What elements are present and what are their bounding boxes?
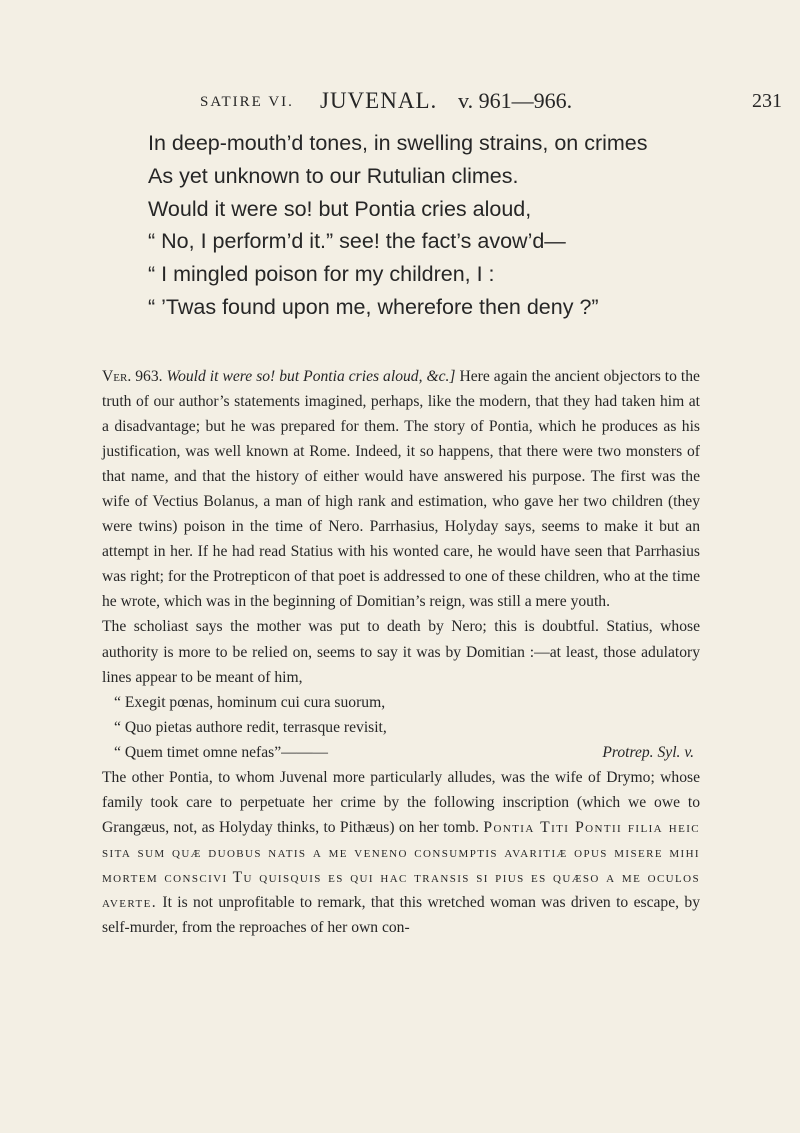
quote-reference: Protrep. Syl. v. [602,743,694,761]
note-number: 963. [135,368,163,385]
tomb-inscription: Tu quisquis es qui hac transis si pius es quæso a me oculos averte. [102,868,701,911]
quote-line: “ Quem timet omne nefas”——— [114,743,328,761]
latin-quotation [102,690,700,765]
verse-line: As yet unknown to our Rutulian climes. [148,163,519,188]
note-text: Here again the ancient objectors to the truth of our author’s statements imagined, perhaps, like the modern, that they had taken him at a disadvantage; but he was prepared for them. The story of Pontia, which he produces as his justification, was well known at Rome. Indeed, it so happens, that there were two monsters of that name, and that the history of either would have answered his purpose. The first was the wife of Vectius Bolanus, a man of high rank and estimation, who gave her two children (they were twins) poison in the time of Nero. Parrhasius, Holyday says, seems to make it but an attempt in her. If he had read Statius with his wonted care, he would have seen that Parrhasius was right; for the Protrepticon of that poet is addressed to one of these children, who at the time he wrote, which was in the beginning of Domitian’s reign, was still a mere youth. [102,368,700,611]
commentary [102,364,700,940]
quote-line: “ Quo pietas authore redit, terrasque revisit, [114,718,387,736]
paragraph-text: The other Pontia, to whom Juvenal more particularly alludes, was the wife of Drymo; whose family took care to perpetuate her crime by the following inscription (which we owe to Grangæus, not, as Holyday thinks, to Pithæus) on her tomb. [102,768,700,836]
page-number: 231 [752,90,782,112]
commentary-paragraph [102,364,700,614]
verse-block [148,127,788,324]
quote-line: “ Exegit pœnas, hominum cui cura suorum, [114,693,386,711]
verse-line: “ I mingled poison for my children, I : [148,262,495,287]
note-lemma: Would it were so! but Pontia cries aloud, &c.] [166,368,456,385]
commentary-paragraph [102,614,700,689]
verse-line: In deep-mouth’d tones, in swelling strains, on crimes [148,131,648,155]
note-label: Ver. [102,368,132,385]
paragraph-text: The scholiast says the mother was put to death by Nero; this is doubtful. Statius, whose authority is more to be relied on, seems to say it was by Domitian :—at least, those adulatory lines appear to be meant of him, [102,618,700,686]
verse-line: Would it were so! but Pontia cries aloud, [148,196,532,221]
commentary-paragraph [102,765,700,940]
quote-line-with-reference [102,740,700,765]
verse-line: “ ’Twas found upon me, wherefore then deny ?” [148,294,599,319]
tomb-inscription: Pontia Titi Pontii filia heic sita sum quæ duobus natis a me veneno consumptis avaritiæ opus misere mihi mortem conscivi [102,818,700,886]
paragraph-text: It is not unprofitable to remark, that this wretched woman was driven to escape, by self-murder, from the reproaches of her own con- [102,893,700,937]
running-head-author: JUVENAL. [320,88,438,113]
verse-line: “ No, I perform’d it.” see! the fact’s avow’d— [148,229,566,254]
running-head [200,88,782,118]
running-head-section: SATIRE VI. [200,94,294,110]
running-head-verses: v. 961—966. [458,88,573,113]
